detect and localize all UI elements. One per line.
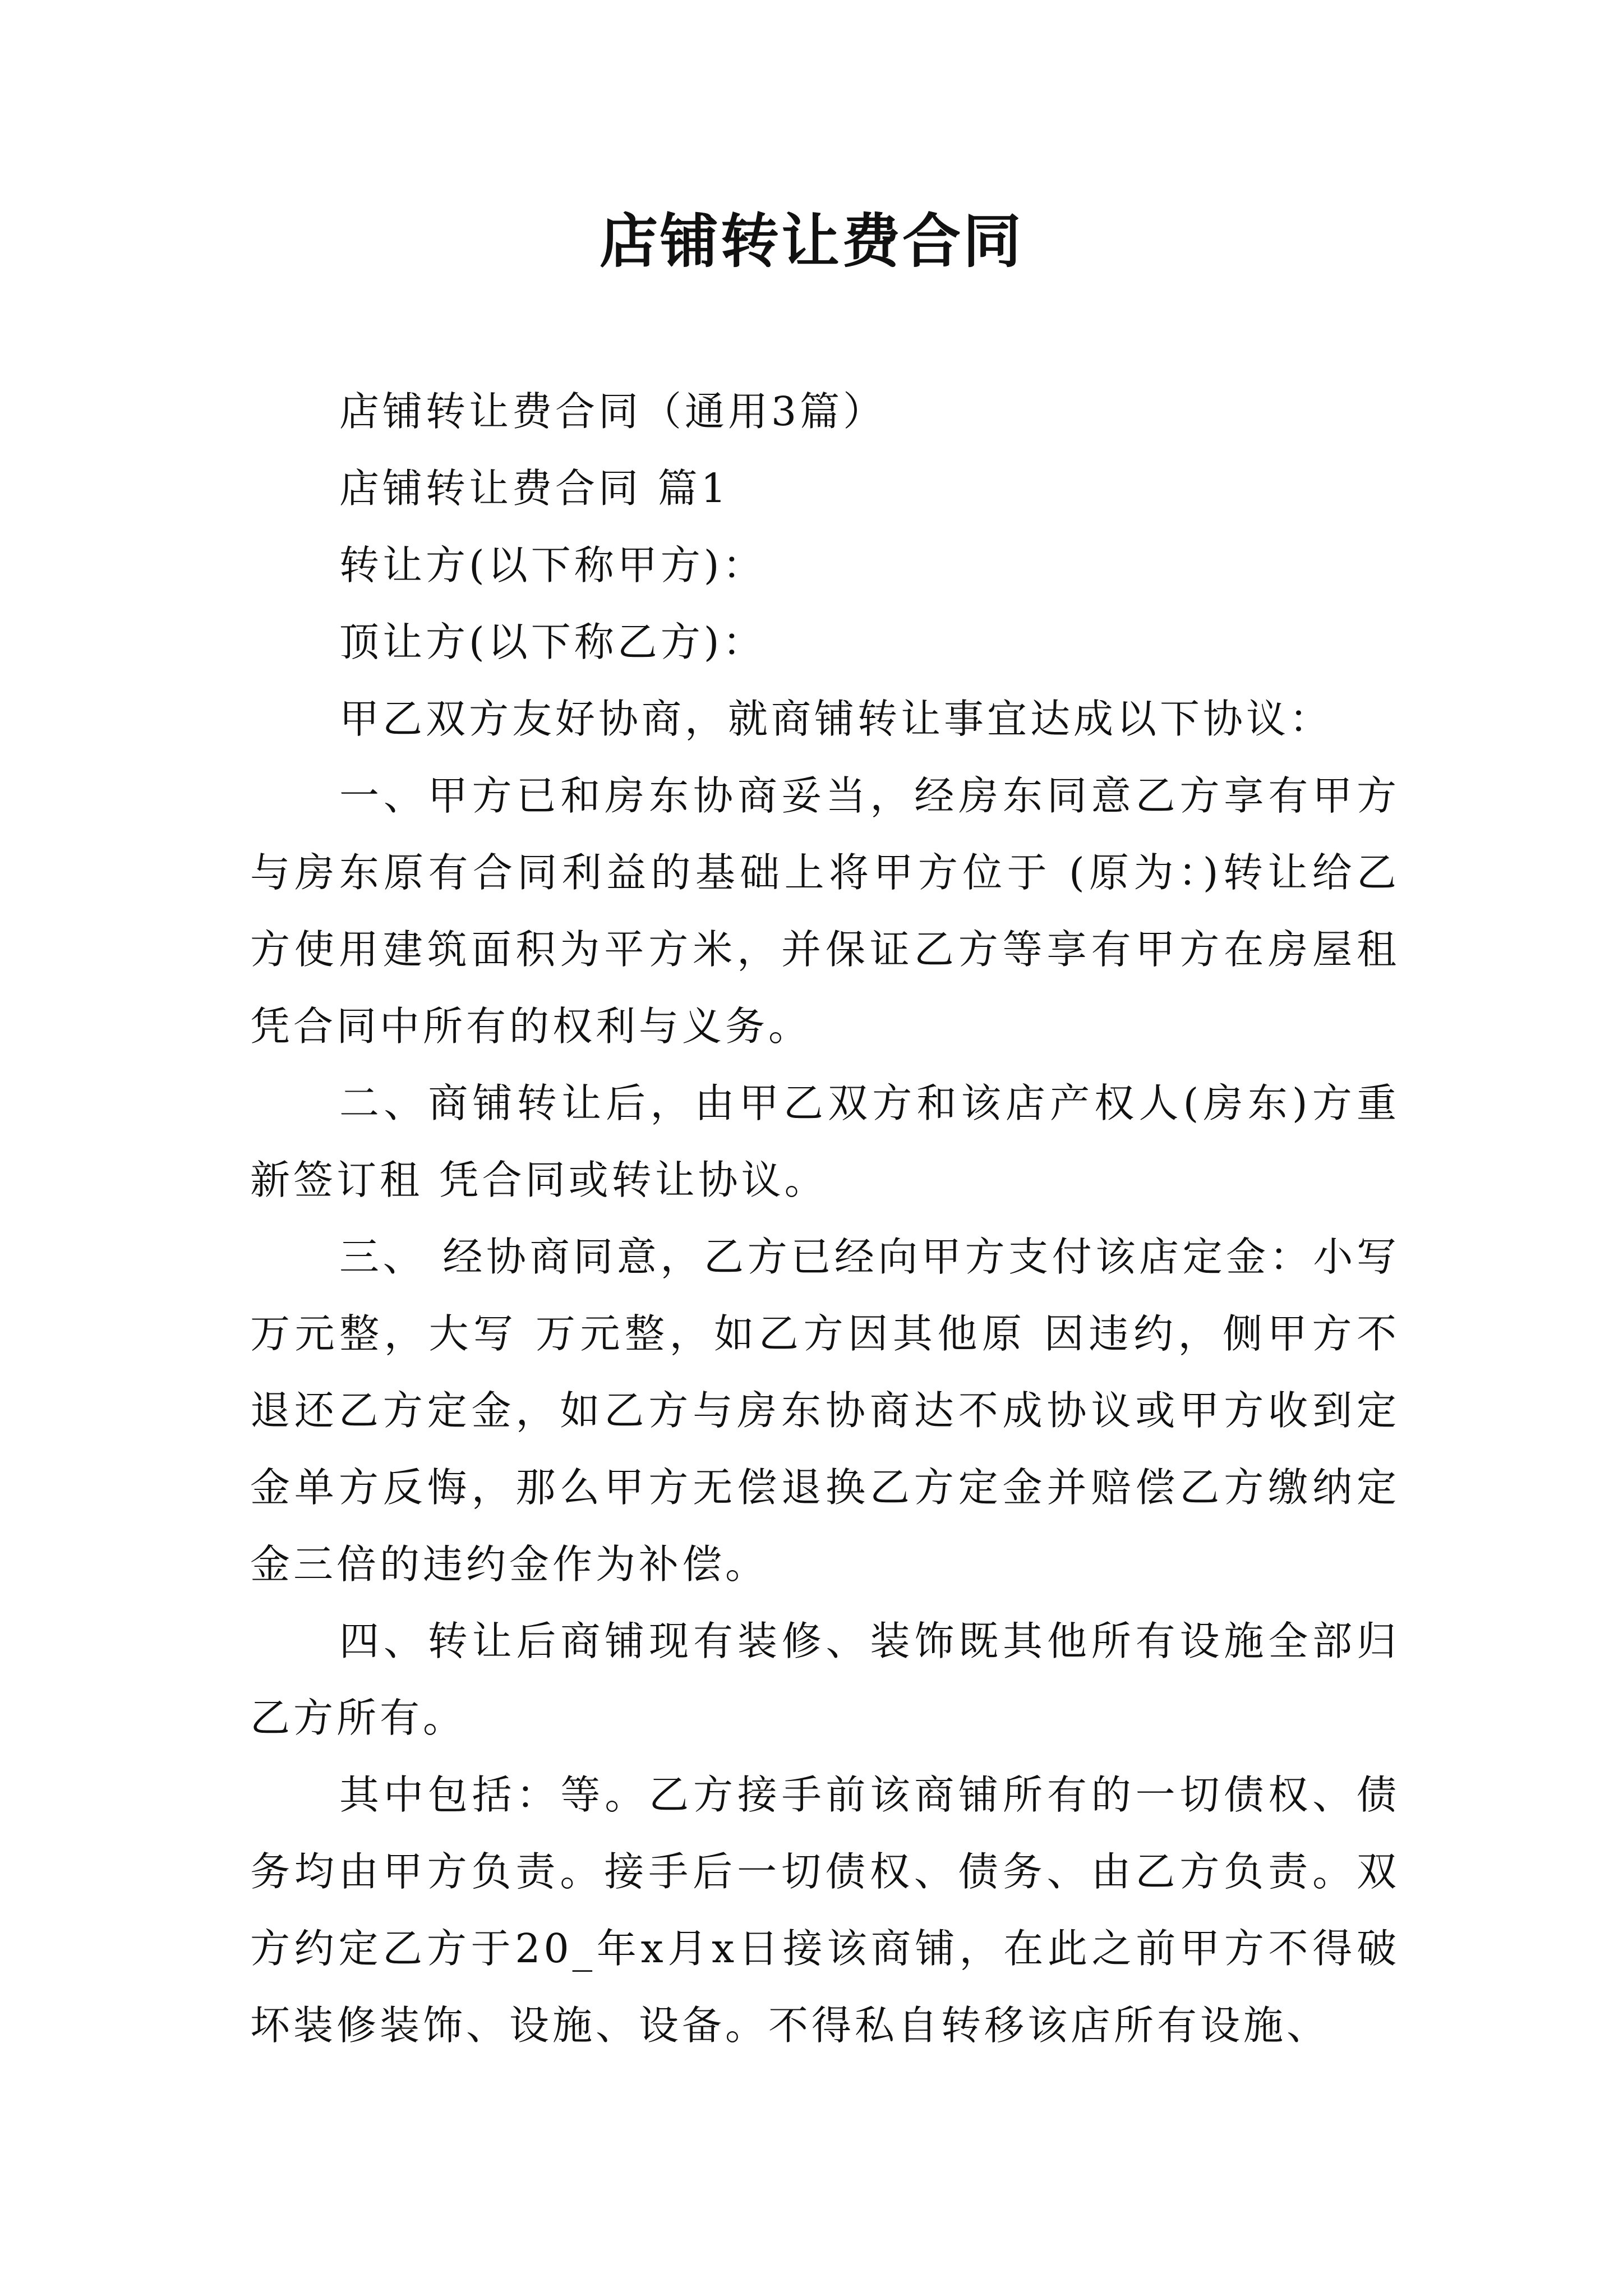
paragraph-clause-3: 三、 经协商同意，乙方已经向甲方支付该店定金：小写万元整，大写 万元整，如乙方因其他原 因违约，侧甲方不退还乙方定金，如乙方与房东协商达不成协议或甲方收到定金单方反悔，那么甲方无偿退换乙方定金并赔偿乙方缴纳定金三倍的违约金作为补偿。 <box>250 1234 1400 1588</box>
paragraph-clause-4-detail: 其中包括：等。乙方接手前该商铺所有的一切债权、债务均由甲方负责。接手后一切债权、债务、由乙方负责。双方约定乙方于20_年x月x日接该商铺，在此之前甲方不得破坏装修装饰、设施、设备。不得私自转移该店所有设施、 <box>250 1772 1400 2049</box>
paragraph-section-title: 店铺转让费合同 篇1 <box>339 465 730 512</box>
paragraph-clause-4: 四、转让后商铺现有装修、装饰既其他所有设施全部归乙方所有。 <box>250 1618 1400 1741</box>
paragraph-party-a: 转让方(以下称甲方)： <box>339 542 766 588</box>
paragraph-intro: 甲乙双方友好协商，就商铺转让事宜达成以下协议： <box>339 696 1333 742</box>
paragraph-clause-1: 一、甲方已和房东协商妥当，经房东同意乙方享有甲方与房东原有合同利益的基础上将甲方位于 (原为：)转让给乙方使用建筑面积为平方米，并保证乙方等享有甲方在房屋租凭合同中所有的权利与义务。 <box>250 772 1400 1050</box>
paragraph-clause-2: 二、商铺转让后，由甲乙双方和该店产权人(房东)方重新签订租 凭合同或转让协议。 <box>250 1080 1400 1203</box>
paragraph-party-b: 顶让方(以下称乙方)： <box>339 619 766 665</box>
paragraph-heading: 店铺转让费合同（通用3篇） <box>339 388 887 435</box>
document-body <box>250 373 1400 2064</box>
document-title: 店铺转让费合同 <box>599 206 1023 275</box>
